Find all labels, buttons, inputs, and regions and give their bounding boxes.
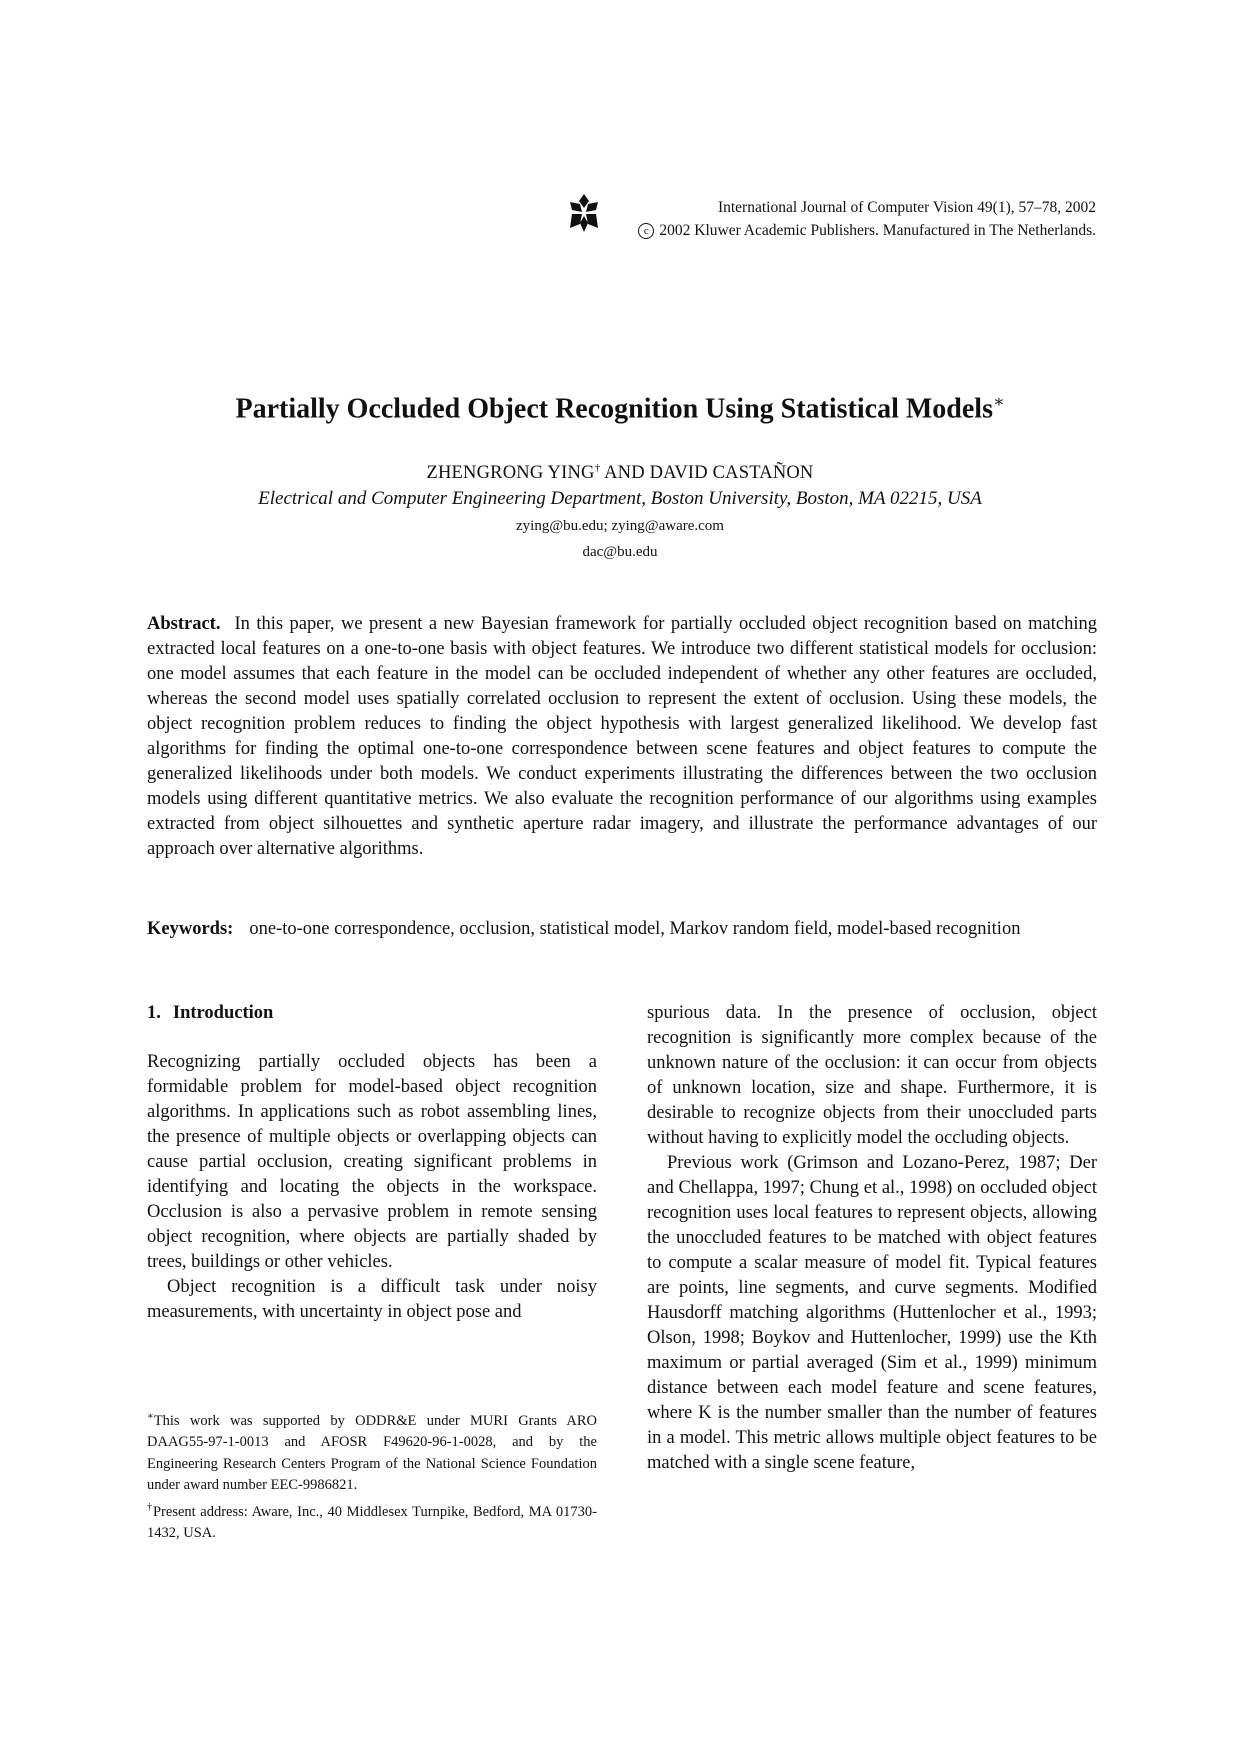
footnote-1 bbox=[147, 1406, 597, 1497]
copyright-icon: c bbox=[638, 223, 654, 239]
intro-paragraph-4: Previous work (Grimson and Lozano-Perez, 1987; Der and Chellappa, 1997; Chung et al., 1998) on occluded object recognition uses local features to represent objects, allowing the unoccluded features to be matched with object features to compute a scalar measure of model fit. Typical features are points, line segments, and curve segments. Modified Hausdorff matching algorithms (Huttenlocher et al., 1993; Olson, 1998; Boykov and Huttenlocher, 1999) use the Kth maximum or partial averaged (Sim et al., 1999) minimum distance between each model feature and scene features, where K is the number smaller than the number of features in a model. This metric allows multiple object features to be matched with a single scene feature, bbox=[647, 1153, 1097, 1473]
author-rest: AND DAVID CASTAÑON bbox=[600, 463, 814, 484]
journal-header bbox=[638, 196, 1096, 242]
footnote-2 bbox=[147, 1497, 597, 1545]
affiliation: Electrical and Computer Engineering Department, Boston University, Boston, MA 02215, USA bbox=[258, 488, 982, 509]
footnotes bbox=[147, 1406, 597, 1545]
intro-paragraph-2: Object recognition is a difficult task under noisy measurements, with uncertainty in object pose and bbox=[147, 1277, 597, 1322]
author-emails-1: zying@bu.edu; zying@aware.com bbox=[516, 518, 724, 534]
keywords-label: Keywords: bbox=[147, 919, 234, 939]
author-list bbox=[0, 462, 1240, 484]
intro-paragraph-1: Recognizing partially occluded objects has been a formidable problem for model-based object recognition algorithms. In applications such as robot assembling lines, the presence of multiple objects or overlapping objects can cause partial occlusion, creating significant problems in identifying and locating the objects in the workspace. Occlusion is also a pervasive problem in remote sensing object recognition, where objects are partially shaded by trees, buildings or other vehicles. bbox=[147, 1052, 597, 1272]
intro-paragraph-3: spurious data. In the presence of occlusion, object recognition is significantly more complex because of the unknown nature of the occlusion: it can occur from objects of unknown location, size and shape. Furthermore, it is desirable to recognize objects from their unoccluded parts without having to explicitly model the occluding objects. bbox=[647, 1003, 1097, 1148]
abstract bbox=[147, 612, 1097, 862]
footnote-1-mark: ∗ bbox=[147, 1411, 154, 1422]
footnote-2-text: Present address: Aware, Inc., 40 Middlesex Turnpike, Bedford, MA 01730-1432, USA. bbox=[147, 1503, 597, 1542]
title-footnote-mark: ∗ bbox=[992, 392, 1005, 411]
author-first: ZHENGRONG YING bbox=[426, 463, 595, 484]
footnote-1-text: This work was supported by ODDR&E under MURI Grants ARO DAAG55-97-1-0013 and AFOSR F49620-96-1-0028, and by the Engineering Research Centers Program of the National Science Foundation under award number EEC-9986821. bbox=[147, 1412, 597, 1494]
abstract-text: In this paper, we present a new Bayesian framework for partially occluded object recognition based on matching extracted local features on a one-to-one basis with object features. We introduce two different statistical models for occlusion: one model assumes that each feature in the model can be occluded independent of whether any other features are occluded, whereas the second model uses spatially correlated occlusion to represent the extent of occlusion. Using these models, the object recognition problem reduces to finding the object hypothesis with largest generalized likelihood. We develop fast algorithms for finding the optimal one-to-one correspondence between scene features and object features to compute the generalized likelihoods under both models. We conduct experiments illustrating the differences between the two occlusion models using different quantitative metrics. We also evaluate the recognition performance of our algorithms using examples extracted from object silhouettes and synthetic aperture radar imagery, and illustrate the performance advantages of our approach over alternative algorithms. bbox=[147, 614, 1097, 859]
section-heading bbox=[147, 1001, 597, 1026]
left-column bbox=[147, 1001, 597, 1325]
keywords bbox=[147, 917, 1097, 942]
author-emails-2: dac@bu.edu bbox=[582, 544, 658, 560]
paper-title bbox=[0, 392, 1240, 425]
keywords-text: one-to-one correspondence, occlusion, statistical model, Markov random field, model-based recognition bbox=[249, 919, 1021, 939]
right-column bbox=[647, 1001, 1097, 1476]
copyright-text: 2002 Kluwer Academic Publishers. Manufactured in The Netherlands. bbox=[659, 222, 1096, 239]
journal-copyright bbox=[638, 219, 1096, 242]
footnote-2-mark: † bbox=[147, 1501, 153, 1513]
author-dagger-mark: † bbox=[594, 462, 601, 474]
kluwer-logo-icon bbox=[566, 192, 602, 234]
section-title: Introduction bbox=[172, 1003, 274, 1023]
journal-citation: International Journal of Computer Vision 49(1), 57–78, 2002 bbox=[717, 199, 1096, 216]
abstract-label: Abstract. bbox=[147, 614, 221, 634]
title-text: Partially Occluded Object Recognition Using Statistical Models bbox=[235, 393, 993, 425]
section-number: 1. bbox=[147, 1003, 161, 1023]
